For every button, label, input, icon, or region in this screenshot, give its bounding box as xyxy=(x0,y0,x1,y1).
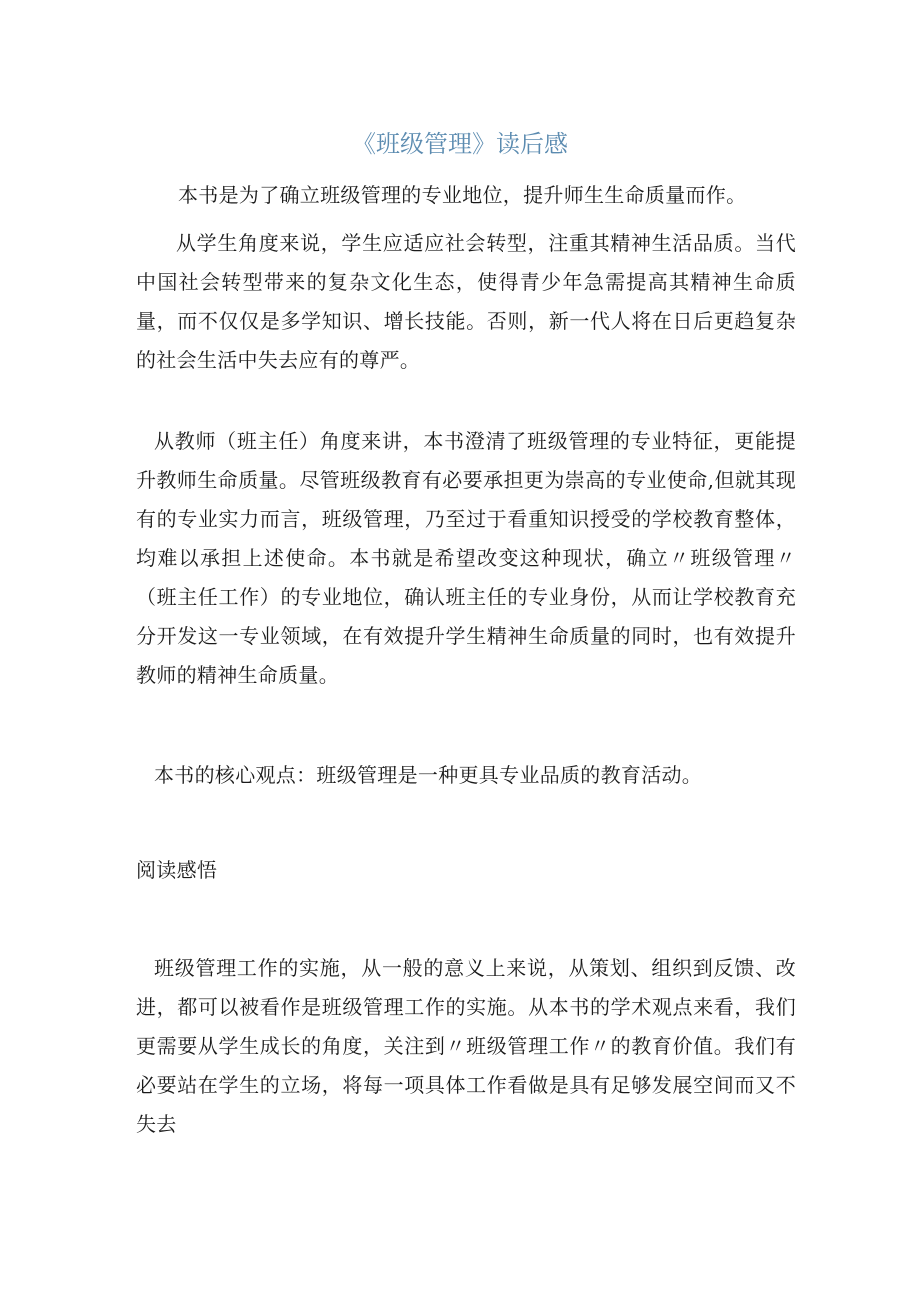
paragraph-teacher-perspective: 从教师（班主任）角度来讲，本书澄清了班级管理的专业特征，更能提升教师生命质量。尽管班级教育有必要承担更为崇高的专业使命,但就其现有的专业实力而言，班级管理，乃至过于看重知识授受的学校教育整体，均难以承担上述使命。本书就是希望改变这种现状，确立〃班级管理〃（班主任工作）的专业地位，确认班主任的专业身份，从而让学校教育充分开发这一专业领域，在有效提升学生精神生命质量的同时，也有效提升教师的精神生命质量。 xyxy=(136,429,796,687)
section-heading-reading-insights: 阅读感悟 xyxy=(136,858,218,882)
paragraph-core-viewpoint: 本书的核心观点：班级管理是一种更具专业品质的教育活动。 xyxy=(154,763,703,787)
paragraph-student-perspective: 从学生角度来说，学生应适应社会转型，注重其精神生活品质。当代中国社会转型带来的复杂文化生态，使得青少年急需提高其精神生命质量，而不仅仅是多学知识、增长技能。否则，新一代人将在日后更趋复杂的社会生活中失去应有的尊严。 xyxy=(136,231,796,372)
document-title: 《班级管理》读后感 xyxy=(352,130,568,158)
paragraph-reading-insights: 班级管理工作的实施，从一般的意义上来说，从策划、组织到反馈、改进，都可以被看作是班级管理工作的实施。从本书的学术观点来看，我们更需要从学生成长的角度，关注到〃班级管理工作〃的教育价值。我们有必要站在学生的立场，将每一项具体工作看做是具有足够发展空间而又不失去 xyxy=(136,956,796,1136)
paragraph-purpose: 本书是为了确立班级管理的专业地位，提升师生生命质量而作。 xyxy=(178,183,747,207)
